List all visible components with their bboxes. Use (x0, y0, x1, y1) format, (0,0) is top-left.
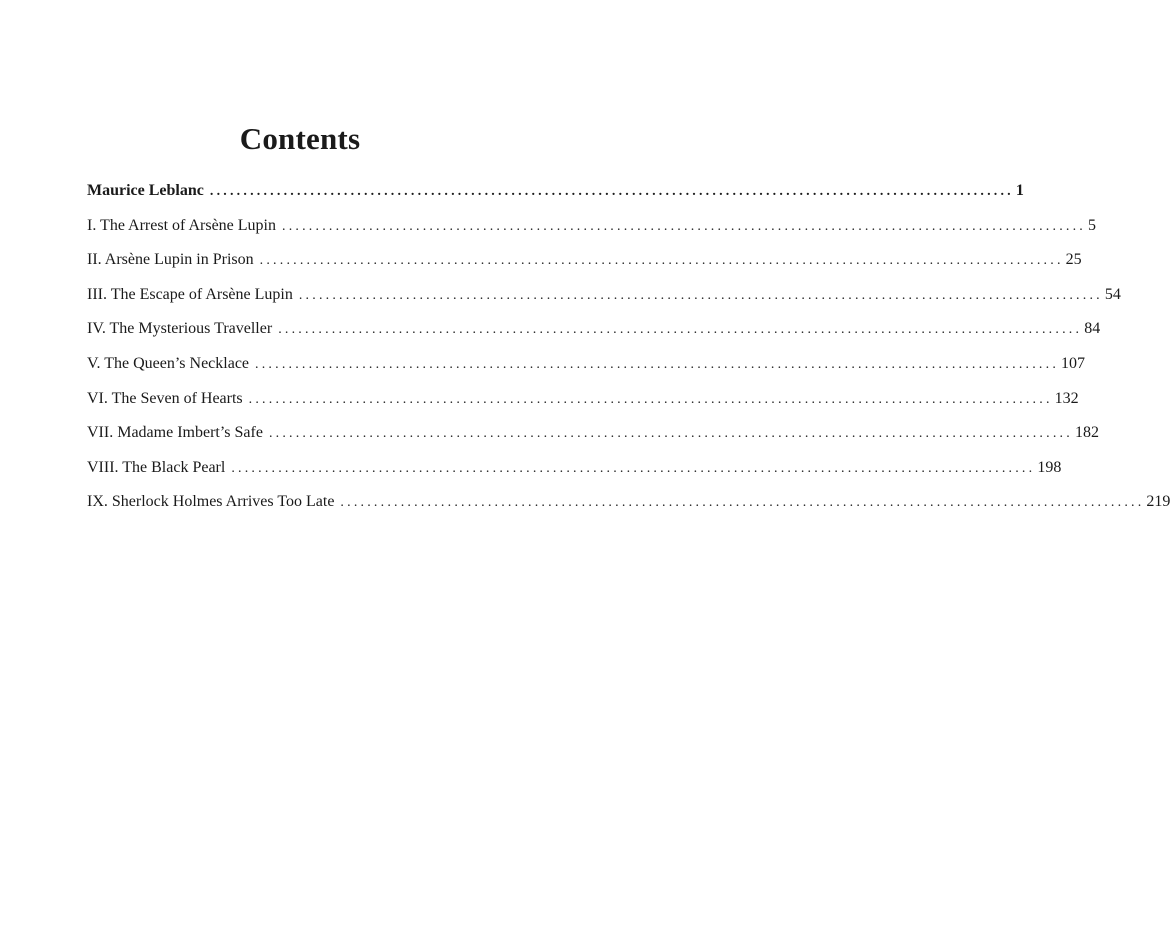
toc-entry-title: VIII. The Black Pearl (87, 458, 226, 476)
toc-entry-chapter-7 (87, 424, 1099, 459)
dot-leader: ........................................................................................................................ (231, 460, 1036, 476)
toc-entry-page-number: 107 (1061, 354, 1086, 372)
dot-leader: ........................................................................................................................ (268, 426, 1073, 442)
dot-leader: ........................................................................................................................ (298, 287, 1103, 303)
dot-leader: ........................................................................................................................ (248, 391, 1053, 407)
toc-entry-title: VII. Madame Imbert’s Safe (87, 424, 263, 442)
toc-entry-page-number: 182 (1074, 424, 1099, 442)
toc-entry-title: III. The Escape of Arsène Lupin (87, 285, 293, 303)
toc-entry-title: I. The Arrest of Arsène Lupin (87, 216, 276, 234)
page-title: Contents (239, 120, 361, 156)
toc-entry-page-number: 54 (1104, 285, 1121, 303)
toc-entry-page-number: 1 (1015, 182, 1024, 199)
toc-entry-chapter-5 (87, 354, 1086, 390)
toc-entry-chapter-4 (87, 320, 1101, 355)
dot-leader: ........................................................................................................................ (282, 218, 1086, 234)
dot-leader: ........................................................................................................................ (209, 184, 1014, 199)
dot-leader: ........................................................................................................................ (255, 356, 1060, 372)
toc-entry-chapter-9 (87, 493, 1170, 528)
toc-entry-author (87, 182, 1024, 217)
toc-entry-title: V. The Queen’s Necklace (87, 354, 250, 372)
table-of-contents (87, 182, 1170, 528)
toc-entry-page-number: 198 (1037, 458, 1062, 476)
toc-entry-page-number: 219 (1146, 493, 1170, 511)
toc-entry-chapter-2 (87, 251, 1082, 286)
toc-entry-chapter-6 (87, 389, 1079, 425)
toc-entry-title: IX. Sherlock Holmes Arrives Too Late (87, 493, 335, 511)
toc-entry-chapter-8 (87, 458, 1062, 494)
toc-entry-page-number: 25 (1065, 251, 1082, 269)
toc-entry-chapter-1 (87, 216, 1096, 252)
toc-entry-page-number: 5 (1088, 216, 1096, 234)
dot-leader: ........................................................................................................................ (278, 322, 1083, 338)
toc-entry-page-number: 84 (1084, 320, 1101, 338)
toc-entry-page-number: 132 (1054, 389, 1079, 407)
toc-entry-title: Maurice Leblanc (87, 182, 204, 199)
dot-leader: ........................................................................................................................ (340, 495, 1145, 511)
toc-entry-title: VI. The Seven of Hearts (87, 389, 243, 407)
dot-leader: ........................................................................................................................ (259, 253, 1064, 269)
toc-entry-title: IV. The Mysterious Traveller (87, 320, 273, 338)
toc-entry-title: II. Arsène Lupin in Prison (87, 251, 254, 269)
toc-entry-chapter-3 (87, 285, 1121, 321)
